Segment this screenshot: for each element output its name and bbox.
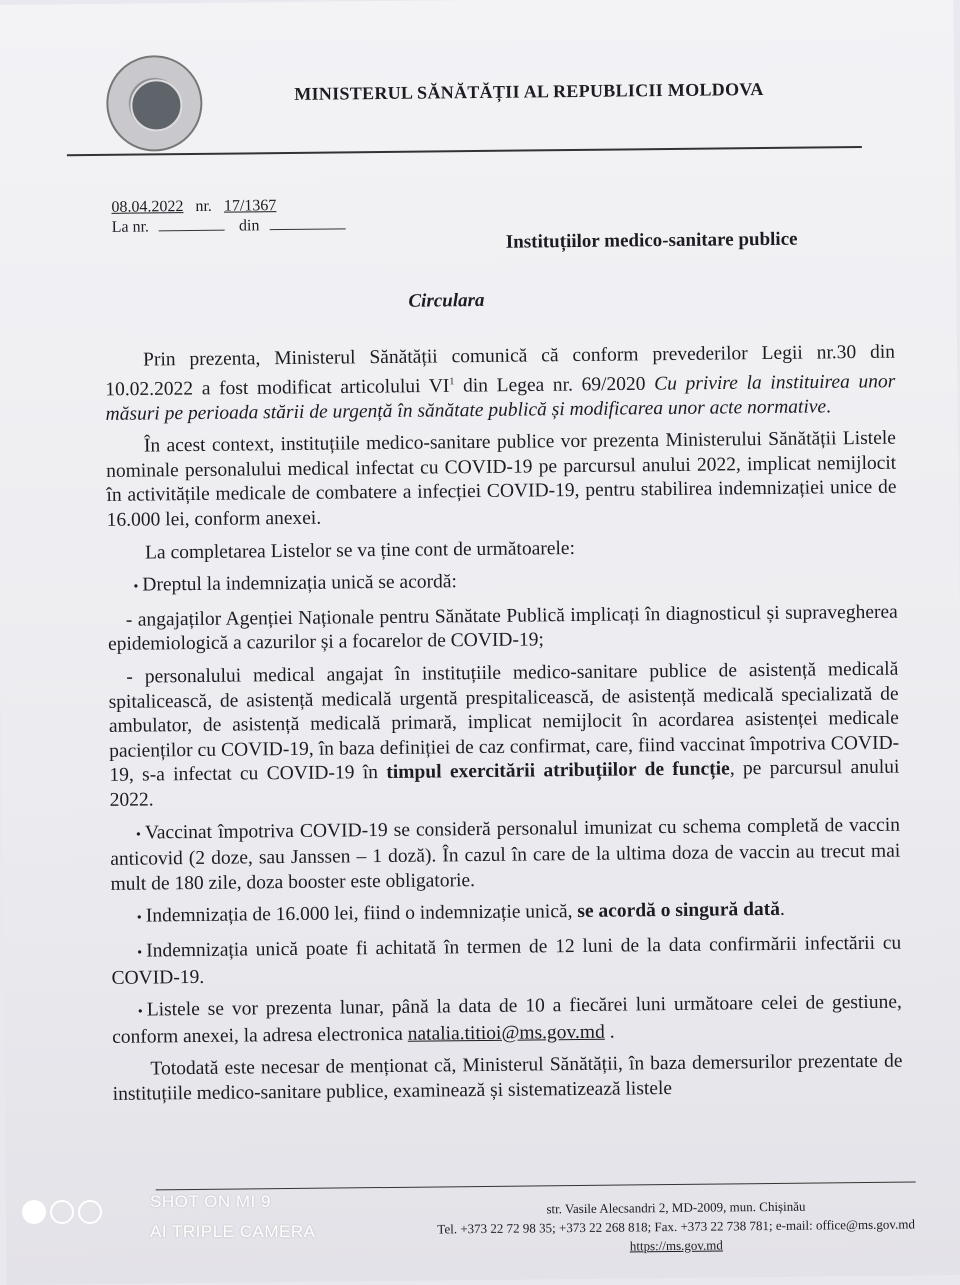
dash-item: - angajaților Agenției Naționale pentru Sănătate Publică implicați în diagnosticul și supravegherea epidemiologică a cazurilor și a focarelor de COVID-19; (107, 601, 898, 656)
document-number: 17/1367 (223, 197, 277, 215)
footer-contacts: Tel. +373 22 72 98 35; +373 22 268 818; Fax. +373 22 738 781; e-mail: office@ms.gov.md (437, 1216, 915, 1237)
dash-item: - personalului medical angajat în instituțiile medico-sanitare publice de asistență medicală spitalicească, de asistență medicală urgentă prespitalicească, de asistență medicală specializată de ambulator, de asistență medicală primară, implicat nemijlocit în acordarea asistenței medicale pacienților cu COVID-19, în baza definiției de caz confirmat, care, fiind vaccinat împotriva COVID-19, s-a infectat cu COVID-19 în timpul exercitării atribuțiilor de funcție, pe parcursul anului 2022. (108, 658, 900, 811)
email-link[interactable]: natalia.titioi@ms.gov.md (407, 1021, 605, 1045)
camera-watermark-line1: SHOT ON MI 9 (150, 1192, 271, 1211)
ministry-title: MINISTERUL SĂNĂTĂȚII AL REPUBLICII MOLDOVA (294, 79, 764, 104)
din-label: din (238, 217, 260, 235)
document-date: 08.04.2022 (111, 198, 184, 216)
document-heading: Circulara (408, 289, 485, 312)
paragraph: La completarea Listelor se va ține cont de următoarele: (144, 537, 576, 564)
government-seal-logo (106, 55, 203, 152)
footer-website-link[interactable]: https://ms.gov.md (629, 1237, 723, 1254)
footer-divider (156, 1181, 916, 1190)
document-body (105, 341, 903, 1116)
bullet-item: • Vaccinat împotriva COVID-19 se consideră personalul imunizat cu schema completă de vaccin anticovid (2 doze, sau Janssen – 1 doză). În cazul în care de la ultima doza de vaccin au trecut mai mult de 180 zile, doza booster este obligatorie. (110, 813, 901, 897)
paragraph: Prin prezenta, Ministerul Sănătății comunică că conform prevederilor Legii nr.30 din 10.02.2022 a fost modificat articolului $VI^1$ din Legea nr. 69/2020 Cu privire la instituirea unor măsuri pe perioada stării de urgență în sănătate publică și modificarea unor acte normative. (105, 341, 896, 425)
header-divider (67, 146, 862, 156)
bullet-item: • Indemnizația unică poate fi achitată în termen de 12 luni de la data confirmării infectării cu COVID-19. (111, 932, 901, 991)
camera-watermark-line2: AI TRIPLE CAMERA (150, 1222, 316, 1241)
reference-line (112, 216, 356, 237)
paragraph: Totodată este necesar de menționat că, Ministerul Sănătății, în baza demersurilor prezentate de instituțiile medico-sanitare publice, examinează și sistematizează listele (112, 1050, 903, 1105)
bullet-item: • Listele se vor prezenta lunar, până la data de 10 a fiecărei luni următoare celei de gestiune, conform anexei, la adresa electronica natalia.titioi@ms.gov.md . (112, 991, 902, 1050)
footer-address: str. Vasile Alecsandri 2, MD-2009, mun. Chișinău (546, 1198, 806, 1217)
document-date-number (111, 197, 276, 217)
paragraph: În acest context, instituțiile medico-sanitare publice vor prezenta Ministerului Sănătății Listele nominale personalului medical infectat cu COVID-19 pe parcursul anului 2022, implicat nemijlocit în activitățile medicale de combatere a infecției COVID-19, pentru stabilirea indemnizației unice de 16.000 lei, conform anexei. (106, 427, 897, 531)
la-nr-label: La nr. (111, 218, 150, 236)
bullet-item: • Indemnizația de 16.000 lei, fiind o indemnizație unică, se acordă o singură dată. (111, 897, 901, 932)
recipient: Instituțiilor medico-sanitare publice (505, 228, 798, 253)
nr-label: nr. (195, 197, 212, 215)
bullet-item: • Dreptul la indemnizația unică se acordă: (107, 566, 897, 601)
camera-watermark-icon (22, 1200, 102, 1224)
